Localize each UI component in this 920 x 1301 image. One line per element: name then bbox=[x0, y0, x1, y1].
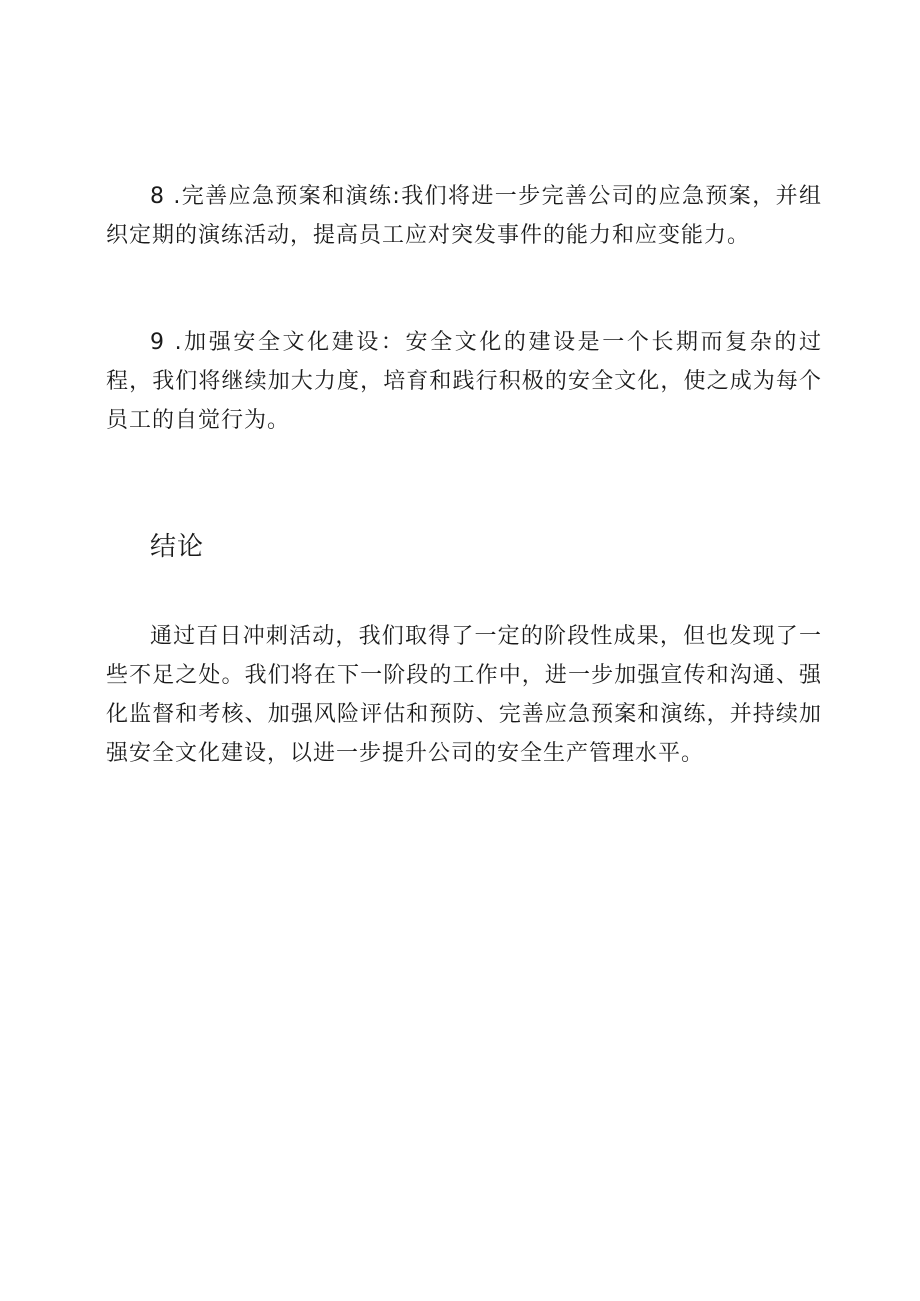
list-item-number: 9 bbox=[150, 330, 165, 355]
section-heading-conclusion: 结论 bbox=[150, 532, 205, 562]
list-item-number: 8 bbox=[150, 184, 165, 209]
conclusion-paragraph: 通过百日冲刺活动，我们取得了一定的阶段性成果，但也发现了一些不足之处。我们将在下一阶段的工作中，进一步加强宣传和沟通、强化监督和考核、加强风险评估和预防、完善应急预案和演练，并持续加强安全文化建设，以进一步提升公司的安全生产管理水平。 bbox=[106, 624, 822, 766]
list-item-8 bbox=[106, 177, 822, 255]
list-item-text: .完善应急预案和演练:我们将进一步完善公司的应急预案，并组织定期的演练活动，提高员工应对突发事件的能力和应变能力。 bbox=[106, 184, 822, 248]
list-item-9 bbox=[106, 323, 822, 440]
list-item-text: .加强安全文化建设：安全文化的建设是一个长期而复杂的过程，我们将继续加大力度，培育和践行积极的安全文化，使之成为每个员工的自觉行为。 bbox=[106, 330, 822, 433]
